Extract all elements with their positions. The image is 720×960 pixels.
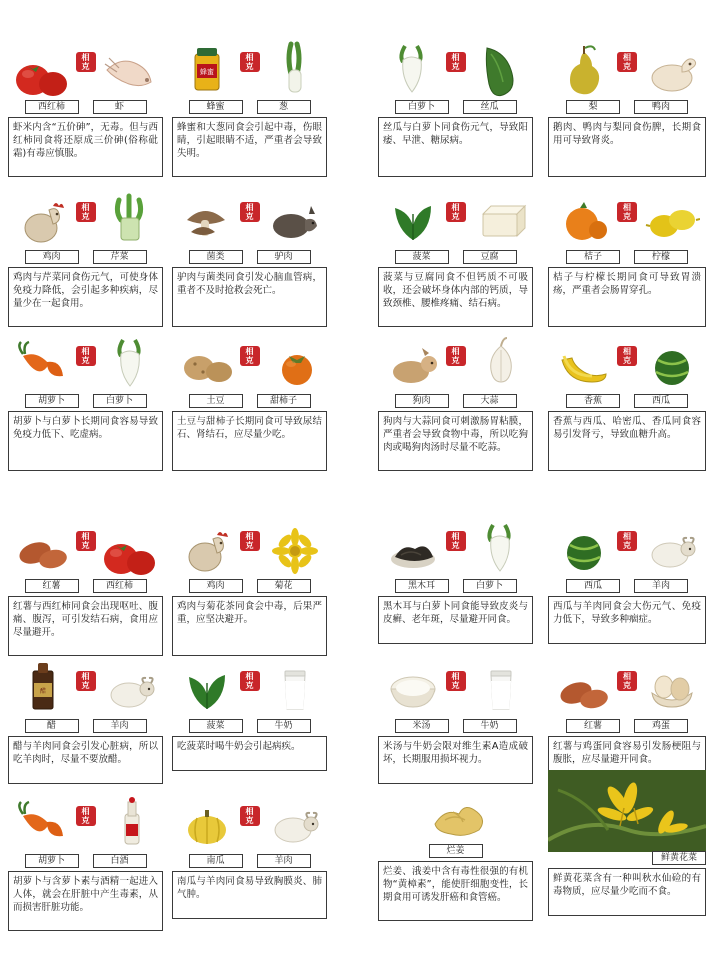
svg-text:醋: 醋 — [39, 688, 46, 695]
incompatible-pair-card — [172, 26, 327, 177]
food-label-left: 菠菜 — [189, 719, 243, 733]
food-label-right: 豆腐 — [463, 250, 517, 264]
badge-line-1: 相 — [623, 53, 631, 62]
food-label-left: 香蕉 — [566, 394, 620, 408]
food-label-right: 牛奶 — [257, 719, 311, 733]
pair-labels — [172, 250, 327, 264]
badge-line-2: 克 — [623, 62, 631, 71]
pair-images — [378, 645, 533, 717]
incompatible-pair-card — [548, 26, 706, 177]
badge-line-2: 克 — [451, 356, 460, 365]
incompatible-pair-card — [8, 320, 163, 471]
incompatible-badge — [446, 531, 466, 551]
food-label-right: 西红柿 — [93, 579, 147, 593]
incompatible-pair-card — [8, 26, 163, 177]
pair-images — [8, 645, 163, 717]
badge-line-1: 相 — [245, 807, 254, 816]
badge-line-2: 克 — [451, 681, 460, 690]
badge-line-1: 相 — [623, 672, 631, 681]
incompatible-badge — [240, 346, 260, 366]
food-label-left: 菠菜 — [395, 250, 449, 264]
incompatible-badge — [446, 346, 466, 366]
food-image-right — [640, 507, 702, 577]
food-image-left — [175, 647, 237, 717]
food-label-left: 胡萝卜 — [25, 394, 79, 408]
food-image-left — [175, 322, 237, 392]
badge-line-1: 相 — [245, 203, 254, 212]
incompatible-badge — [240, 202, 260, 222]
food-label-left: 狗肉 — [395, 394, 449, 408]
badge-line-2: 克 — [245, 62, 254, 71]
food-image-right — [469, 507, 531, 577]
food-label-left: 桔子 — [566, 250, 620, 264]
food-label-right: 丝瓜 — [463, 100, 517, 114]
badge-line-1: 相 — [81, 532, 90, 541]
food-image-left — [552, 507, 614, 577]
food-image-right — [469, 647, 531, 717]
badge-line-1: 相 — [451, 203, 460, 212]
single-label-row — [548, 851, 706, 865]
badge-line-1: 相 — [245, 532, 254, 541]
food-image-left — [11, 322, 73, 392]
food-label-right: 白萝卜 — [463, 579, 517, 593]
pair-labels — [378, 719, 533, 733]
incompatible-pair-card — [8, 505, 163, 656]
incompatible-pair-card — [8, 176, 163, 327]
food-image-left — [175, 507, 237, 577]
incompatible-badge — [76, 346, 96, 366]
svg-text:蜂蜜: 蜂蜜 — [199, 68, 214, 76]
food-label-right: 白萝卜 — [93, 394, 147, 408]
incompatible-pair-card — [378, 645, 533, 784]
badge-line-1: 相 — [81, 203, 90, 212]
pair-images — [8, 505, 163, 577]
food-label-right: 羊肉 — [93, 719, 147, 733]
badge-line-2: 克 — [81, 356, 90, 365]
food-label-right: 大蒜 — [463, 394, 517, 408]
badge-line-1: 相 — [623, 203, 631, 212]
badge-line-1: 相 — [451, 532, 460, 541]
food-image-right — [99, 28, 161, 98]
food-image-left — [381, 178, 443, 248]
pair-images — [172, 320, 327, 392]
pair-description: 鸡肉与菊花茶同食会中毒，后果严重，应坚决避开。 — [172, 596, 327, 656]
food-label-left: 红薯 — [566, 719, 620, 733]
food-image-daylily — [548, 770, 706, 852]
pair-images — [172, 176, 327, 248]
food-label-ginger: 烂姜 — [429, 844, 483, 858]
badge-line-2: 克 — [81, 681, 90, 690]
badge-line-2: 克 — [451, 212, 460, 221]
food-image-left — [552, 28, 614, 98]
food-image-left — [381, 322, 443, 392]
badge-line-1: 相 — [623, 347, 631, 356]
incompatible-badge — [76, 52, 96, 72]
pair-description: 狗肉与大蒜同食可刺激肠胃粘膜，严重者会导致食物中毒，所以吃狗肉或喝狗肉汤时尽量不吃蒜。 — [378, 411, 533, 471]
pair-images — [378, 26, 533, 98]
pair-labels — [548, 394, 706, 408]
badge-line-2: 克 — [623, 356, 631, 365]
pair-images — [8, 320, 163, 392]
food-image-left — [552, 647, 614, 717]
incompatible-badge — [240, 671, 260, 691]
food-label-left: 醋 — [25, 719, 79, 733]
pair-labels — [378, 579, 533, 593]
food-label-left: 蜂蜜 — [189, 100, 243, 114]
incompatible-pair-card — [172, 645, 327, 771]
badge-line-2: 克 — [81, 541, 90, 550]
food-label-left: 胡萝卜 — [25, 854, 79, 868]
food-image-right — [99, 322, 161, 392]
incompatible-badge — [76, 531, 96, 551]
pair-labels — [548, 719, 706, 733]
food-image-right — [263, 507, 325, 577]
pair-images — [378, 320, 533, 392]
incompatible-pair-card — [378, 26, 533, 177]
food-image-left — [11, 782, 73, 852]
pair-labels — [172, 719, 327, 733]
incompatible-pair-card — [172, 780, 327, 919]
incompatible-pair-card — [548, 645, 706, 784]
pair-description: 丝瓜与白萝卜同食伤元气，导致阳痿、早泄、糖尿病。 — [378, 117, 533, 177]
food-label-right: 牛奶 — [463, 719, 517, 733]
pair-labels — [8, 394, 163, 408]
food-image-right — [469, 178, 531, 248]
food-image-left — [175, 178, 237, 248]
food-label-left: 土豆 — [189, 394, 243, 408]
daylily-description: 鲜黄花菜含有一种叫秋水仙硷的有毒物质，应尽量少吃而不食。 — [548, 868, 706, 916]
badge-line-1: 相 — [451, 672, 460, 681]
badge-line-2: 克 — [245, 212, 254, 221]
pair-images — [172, 26, 327, 98]
food-image-right — [263, 647, 325, 717]
incompatible-pair-card — [8, 645, 163, 784]
badge-line-2: 克 — [245, 681, 254, 690]
food-image-right — [640, 28, 702, 98]
incompatible-pair-card — [548, 505, 706, 644]
badge-line-2: 克 — [623, 541, 631, 550]
pair-labels — [8, 719, 163, 733]
pair-images — [378, 176, 533, 248]
food-image-right — [99, 178, 161, 248]
pair-labels — [548, 250, 706, 264]
pair-labels — [8, 579, 163, 593]
pair-description: 香蕉与西瓜、哈密瓜、香瓜同食容易引发肾亏，导致血糖升高。 — [548, 411, 706, 471]
incompatible-badge — [446, 671, 466, 691]
food-image-left — [552, 178, 614, 248]
pair-images — [172, 780, 327, 852]
badge-line-2: 克 — [245, 816, 254, 825]
pair-description: 驴肉与菌类同食引发心脑血管病，重者不及时抢救会死亡。 — [172, 267, 327, 327]
food-image-left — [381, 647, 443, 717]
badge-line-2: 克 — [81, 816, 90, 825]
food-label-right: 驴肉 — [257, 250, 311, 264]
badge-line-1: 相 — [623, 532, 631, 541]
food-image-left — [11, 178, 73, 248]
food-image-right — [99, 782, 161, 852]
badge-line-2: 克 — [245, 541, 254, 550]
incompatible-badge — [76, 202, 96, 222]
food-label-right: 菊花 — [257, 579, 311, 593]
single-label-row — [378, 844, 533, 858]
pair-images — [8, 176, 163, 248]
food-image-left — [11, 28, 73, 98]
food-label-right: 柠檬 — [634, 250, 688, 264]
food-image-ginger — [401, 772, 511, 842]
food-image-right — [263, 782, 325, 852]
badge-line-1: 相 — [451, 53, 460, 62]
badge-line-1: 相 — [81, 807, 90, 816]
pair-labels — [8, 250, 163, 264]
pair-description: 菠菜与豆腐同食不但钙质不可吸收，还会破坏身体内部的钙质，导致颈椎、腰椎疼痛、结石病。 — [378, 267, 533, 327]
badge-line-1: 相 — [451, 347, 460, 356]
food-label-left: 梨 — [566, 100, 620, 114]
food-image-left — [175, 28, 237, 98]
pair-description: 黑木耳与白萝卜同食能导致皮炎与皮癣、老年斑，尽量避开同食。 — [378, 596, 533, 644]
food-label-left: 鸡肉 — [189, 579, 243, 593]
incompatible-badge — [240, 806, 260, 826]
food-image-right — [263, 28, 325, 98]
pair-labels — [8, 854, 163, 868]
incompatible-pair-card — [548, 320, 706, 471]
incompatible-pair-card — [548, 176, 706, 327]
food-label-right: 鸡蛋 — [634, 719, 688, 733]
pair-images — [8, 780, 163, 852]
food-label-right: 羊肉 — [634, 579, 688, 593]
badge-line-2: 克 — [623, 681, 631, 690]
pair-description: 胡萝卜与含萝卜素与酒精一起进入人体，就会在肝脏中产生毒素，从而损害肝脏功能。 — [8, 871, 163, 931]
food-image-left — [381, 507, 443, 577]
single-food-card-ginger — [378, 770, 533, 921]
incompatible-badge — [617, 531, 637, 551]
food-label-left: 南瓜 — [189, 854, 243, 868]
food-image-right — [469, 322, 531, 392]
pair-labels — [172, 579, 327, 593]
incompatible-badge — [617, 671, 637, 691]
food-label-left: 米汤 — [395, 719, 449, 733]
badge-line-1: 相 — [245, 347, 254, 356]
pair-description: 红薯与鸡蛋同食容易引发肠梗阻与腹胀，应尽量避开同食。 — [548, 736, 706, 784]
incompatible-badge — [240, 52, 260, 72]
food-image-right — [99, 507, 161, 577]
pair-images — [8, 26, 163, 98]
pair-labels — [378, 394, 533, 408]
single-food-card-daylily — [548, 770, 706, 916]
food-label-left: 红薯 — [25, 579, 79, 593]
pair-labels — [172, 394, 327, 408]
pair-labels — [378, 100, 533, 114]
food-image-right — [469, 28, 531, 98]
incompatible-badge — [617, 52, 637, 72]
pair-description: 南瓜与羊肉同食易导致胸膜炎、肺气肿。 — [172, 871, 327, 919]
incompatible-pair-card — [172, 320, 327, 471]
badge-line-2: 克 — [81, 212, 90, 221]
badge-line-1: 相 — [245, 53, 254, 62]
badge-line-2: 克 — [451, 62, 460, 71]
badge-line-2: 克 — [81, 62, 90, 71]
food-label-left: 鸡肉 — [25, 250, 79, 264]
pair-images — [548, 320, 706, 392]
food-label-right: 甜柿子 — [257, 394, 311, 408]
food-image-left — [11, 507, 73, 577]
single-image — [378, 770, 533, 842]
pair-images — [548, 505, 706, 577]
badge-line-1: 相 — [245, 672, 254, 681]
pair-images — [548, 645, 706, 717]
incompatible-pair-card — [172, 505, 327, 656]
pair-description: 虾米内含“五价砷”，无毒。但与西红柿同食将还原成三价砷(俗称砒霜)有毒应慎服。 — [8, 117, 163, 177]
food-label-daylily: 鲜黄花菜 — [652, 851, 706, 865]
food-label-right: 葱 — [257, 100, 311, 114]
food-label-left: 西瓜 — [566, 579, 620, 593]
badge-line-2: 克 — [623, 212, 631, 221]
pair-images — [548, 26, 706, 98]
pair-description: 醋与羊肉同食会引发心脏病，所以吃羊肉时，尽量不要放醋。 — [8, 736, 163, 784]
food-image-right — [640, 647, 702, 717]
pair-description: 桔子与柠檬长期同食可导致胃溃疡，严重者会肠胃穿孔。 — [548, 267, 706, 327]
food-label-left: 西红柿 — [25, 100, 79, 114]
pair-description: 鹅肉、鸭肉与梨同食伤脾，长期食用可导致肾炎。 — [548, 117, 706, 177]
food-label-left: 白萝卜 — [395, 100, 449, 114]
incompatible-pair-card — [378, 505, 533, 644]
incompatible-badge — [446, 52, 466, 72]
food-image-left — [381, 28, 443, 98]
food-image-left — [175, 782, 237, 852]
food-image-right — [640, 178, 702, 248]
badge-line-2: 克 — [451, 541, 460, 550]
incompatible-badge — [617, 346, 637, 366]
pair-labels — [548, 579, 706, 593]
pair-description: 吃菠菜时喝牛奶会引起病疾。 — [172, 736, 327, 771]
food-label-right: 芹菜 — [93, 250, 147, 264]
incompatible-badge — [446, 202, 466, 222]
food-image-left — [552, 322, 614, 392]
pair-description: 西瓜与羊肉同食会大伤元气、免疫力低下，导致多种痼症。 — [548, 596, 706, 644]
pair-description: 米汤与牛奶会限对维生素A造成破坏，长期服用损坏视力。 — [378, 736, 533, 784]
badge-line-2: 克 — [245, 356, 254, 365]
pair-images — [548, 176, 706, 248]
pair-labels — [378, 250, 533, 264]
pair-labels — [172, 100, 327, 114]
food-image-right — [640, 322, 702, 392]
incompatible-badge — [617, 202, 637, 222]
food-label-right: 西瓜 — [634, 394, 688, 408]
incompatible-pair-card — [378, 176, 533, 327]
food-image-right — [263, 178, 325, 248]
incompatible-pair-card — [378, 320, 533, 471]
food-label-right: 白酒 — [93, 854, 147, 868]
badge-line-1: 相 — [81, 672, 90, 681]
pair-description: 土豆与甜柿子长期同食可导致尿结石、肾结石，应尽量少吃。 — [172, 411, 327, 471]
food-label-left: 黑木耳 — [395, 579, 449, 593]
food-label-left: 菌类 — [189, 250, 243, 264]
food-label-right: 羊肉 — [257, 854, 311, 868]
pair-labels — [548, 100, 706, 114]
incompatible-pair-card — [172, 176, 327, 327]
pair-images — [172, 645, 327, 717]
pair-images — [378, 505, 533, 577]
pair-description: 蜂蜜和大葱同食会引起中毒，伤眼睛，引起眼睛不适，严重者会导致失明。 — [172, 117, 327, 177]
incompatible-badge — [76, 671, 96, 691]
pair-images — [172, 505, 327, 577]
badge-line-1: 相 — [81, 53, 90, 62]
incompatible-pair-card — [8, 780, 163, 931]
food-image-right — [263, 322, 325, 392]
pair-labels — [172, 854, 327, 868]
pair-description: 鸡肉与芹菜同食伤元气，可使身体免疫力降低，会引起多种疾病，尽量少在一起食用。 — [8, 267, 163, 327]
badge-line-1: 相 — [81, 347, 90, 356]
ginger-description: 烂姜、涐姜中含有毒性很强的有机物“黄樟素”，能使肝细胞变性，长期食用可诱发肝癌和食管癌。 — [378, 861, 533, 921]
food-label-right: 虾 — [93, 100, 147, 114]
incompatible-badge — [240, 531, 260, 551]
food-image-right — [99, 647, 161, 717]
pair-labels — [8, 100, 163, 114]
food-label-right: 鸭肉 — [634, 100, 688, 114]
pair-description: 胡萝卜与白萝卜长期同食容易导致免疫力低下、吃虚病。 — [8, 411, 163, 471]
food-image-left — [11, 647, 73, 717]
incompatible-badge — [76, 806, 96, 826]
pair-description: 红薯与西红柿同食会出现呕吐、腹痛、腹泻，可引发结石病，食用应尽量避开。 — [8, 596, 163, 656]
